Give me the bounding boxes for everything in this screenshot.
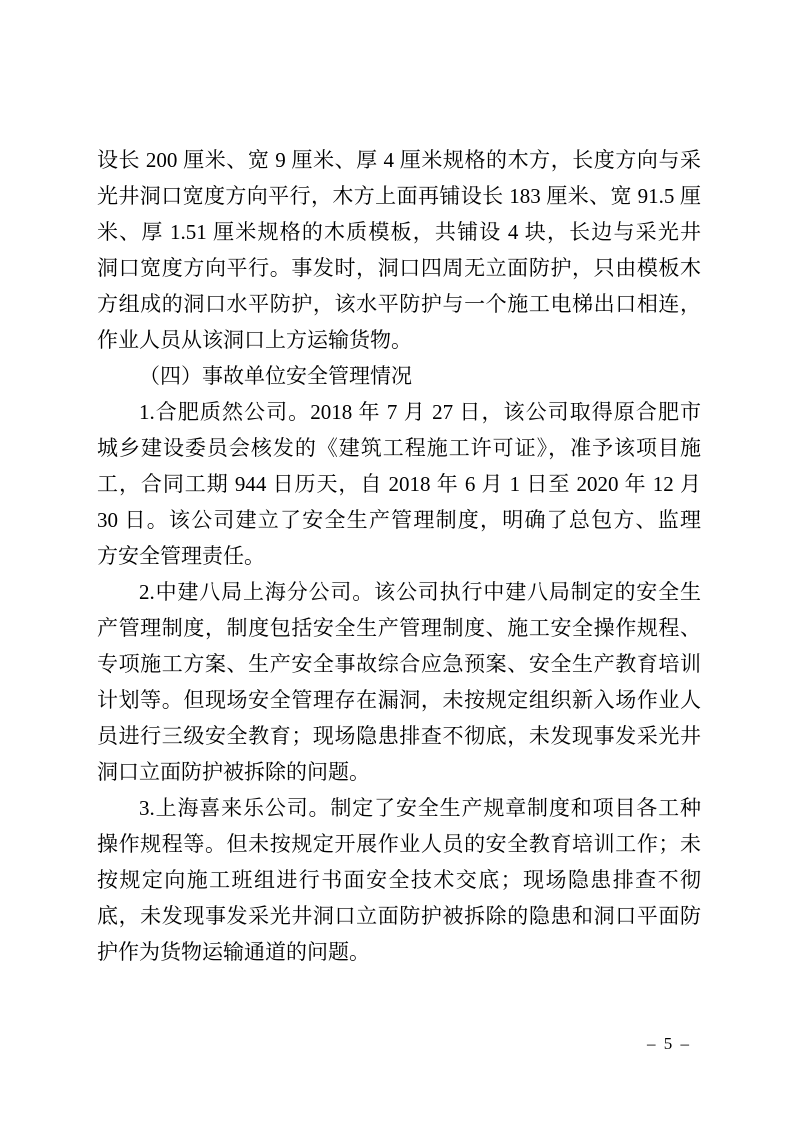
text-line: 操作规程等。但未按规定开展作业人员的安全教育培训工作；未 xyxy=(97,832,701,856)
text-line: 护作为货物运输通道的问题。 xyxy=(97,940,370,964)
text-line: 洞口立面防护被拆除的问题。 xyxy=(97,760,370,784)
section-heading: （四）事故单位安全管理情况 xyxy=(139,364,412,388)
text-line: 按规定向施工班组进行书面安全技术交底；现场隐患排查不彻 xyxy=(97,868,701,892)
text-line: 光井洞口宽度方向平行，木方上面再铺设长 183 厘米、宽 91.5 厘 xyxy=(97,184,701,208)
text-line: 作业人员从该洞口上方运输货物。 xyxy=(97,328,412,352)
text-line: 2.中建八局上海分公司。该公司执行中建八局制定的安全生 xyxy=(139,580,701,604)
page-number: – 5 – xyxy=(647,1034,691,1053)
text-line: 设长 200 厘米、宽 9 厘米、厚 4 厘米规格的木方，长度方向与采 xyxy=(97,148,701,172)
text-line: 城乡建设委员会核发的《建筑工程施工许可证》，准予该项目施 xyxy=(97,436,701,460)
text-line: 洞口宽度方向平行。事发时，洞口四周无立面防护，只由模板木 xyxy=(97,256,701,280)
text-line: 30 日。该公司建立了安全生产管理制度，明确了总包方、监理 xyxy=(97,508,701,532)
text-line: 计划等。但现场安全管理存在漏洞，未按规定组织新入场作业人 xyxy=(97,688,701,712)
text-line: 产管理制度，制度包括安全生产管理制度、施工安全操作规程、 xyxy=(97,616,701,640)
text-line: 方组成的洞口水平防护，该水平防护与一个施工电梯出口相连， xyxy=(97,292,701,316)
document-body xyxy=(97,142,701,970)
text-line: 专项施工方案、生产安全事故综合应急预案、安全生产教育培训 xyxy=(97,652,701,676)
text-line: 1.合肥质然公司。2018 年 7 月 27 日，该公司取得原合肥市 xyxy=(139,400,701,424)
text-line: 3.上海喜来乐公司。制定了安全生产规章制度和项目各工种 xyxy=(139,796,701,820)
text-line: 底，未发现事发采光井洞口立面防护被拆除的隐患和洞口平面防 xyxy=(97,904,701,928)
text-line: 员进行三级安全教育；现场隐患排查不彻底，未发现事发采光井 xyxy=(97,724,701,748)
text-line: 米、厚 1.51 厘米规格的木质模板，共铺设 4 块，长边与采光井 xyxy=(97,220,701,244)
text-line: 方安全管理责任。 xyxy=(97,544,265,568)
text-line: 工，合同工期 944 日历天，自 2018 年 6 月 1 日至 2020 年 12 月 xyxy=(97,472,701,496)
